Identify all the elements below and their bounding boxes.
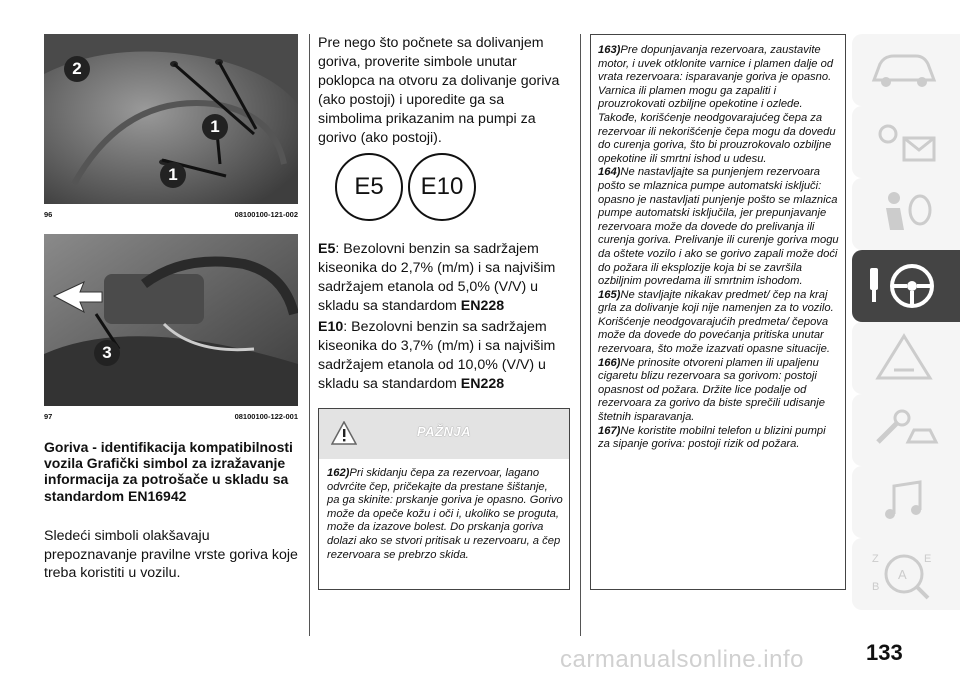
svg-text:Z: Z (872, 553, 879, 565)
warning-item: 165)Ne stavljajte nikakav predmet/ čep na kraj grla za dolivanje koji nije namenjen za to vozilo. Korišćenje neodgovarajućih predmeta/ čepova može da dovede do povećanja pritiska unutar rezervoara, što može izazvati opasne situacije. (598, 288, 834, 356)
figure-97-number: 97 (44, 412, 53, 421)
figure-96-caption (44, 210, 298, 219)
tab-warning-lights[interactable] (852, 106, 960, 178)
wrench-car-icon (864, 402, 944, 458)
figure-96-code: 08100100-121-002 (234, 210, 298, 219)
warning-item: 166)Ne prinosite otvoreni plamen ili upaljenu cigaretu blizu rezervoara sa gorivom: postoji opasnost od požara. Držite lice podalje od rezervoara za gorivo da biste sprečili udisanje štetnih isparavanja. (598, 356, 825, 424)
warning-continuation-body (598, 44, 840, 452)
svg-text:B: B (872, 581, 880, 593)
tab-multimedia[interactable] (852, 466, 960, 538)
warning-item: 163)Pre dopunjavanja rezervoara, zaustavite motor, i uvek otklonite varnice i plamen dalje od vrata rezervoara: isparavanje goriva je opasno. Varnica ili plamen mogu ga zapaliti i prouzrokovati ozbiljne opekotine i ozlede. Takođe, korišćenje neodgovarajućeg čepa za rezervoar ili nekorišćenje čepa mogu da dovedu do curenja goriva, što bi prouzrokovalo ozbiljne opekotine ili smrtni ishod u udesu. (598, 44, 836, 165)
warning-continuation-box (590, 34, 846, 590)
warning-item: 167)Ne koristite mobilni telefon u blizini pumpi za sipanje goriva: postoji rizik od požara. (598, 424, 826, 451)
tab-car[interactable] (852, 34, 960, 106)
symbol-e10: E10 (408, 153, 476, 221)
figure-97-image (44, 234, 298, 406)
key-steering-wheel-icon (864, 258, 944, 314)
tab-maintenance[interactable] (852, 394, 960, 466)
section-heading: Goriva - identifikacija kompatibilnosti vozila Grafički simbol za izražavanje informacija za potrošače u skladu sa standardom EN16942 (44, 439, 293, 504)
warning-header (319, 409, 569, 459)
warning-lights-icon (864, 114, 944, 170)
watermark-text: carmanualsonline.info (560, 646, 804, 673)
e5-description: E5: Bezolovni benzin sa sadržajem kiseonika do 2,7% (m/m) i sa najvišim sadržajem etanola od 5,0% (V/V) u skladu sa standardom EN228 (318, 241, 556, 314)
breakdown-icon (864, 330, 944, 386)
tab-safety[interactable] (852, 178, 960, 250)
warning-item: 164)Ne nastavljajte sa punjenjem rezervoara pošto se mlaznica pumpe automatski isključi: opasno je nastavljati punjenje pošto se mlaznica pumpe automatski isključila, jer prepunjavanje rezervoara može da dovede do prelivanja ili curenja goriva. Prelivanje ili curenje goriva mogu da oštete vozilo i ako se gorivo zapali može doći do požara ili eksplozije koja bi se završila ozbiljnim povredama ili smrtnim ishodom. (598, 166, 839, 288)
warning-box (318, 408, 570, 590)
column-divider-2 (580, 34, 581, 636)
tab-starting-driving[interactable] (852, 250, 960, 322)
warning-title: PAŽNJA (416, 424, 472, 439)
figure-97-caption (44, 412, 298, 421)
callout-1a: 1 (202, 114, 228, 140)
alphabet-index-icon (864, 546, 944, 602)
figure-96-number: 96 (44, 210, 53, 219)
tab-index[interactable] (852, 538, 960, 610)
e10-description: E10: Bezolovni benzin sa sadržajem kiseonika do 3,7% (m/m) i sa najvišim sadržajem etanola od 10,0% (V/V) u skladu sa standardom EN228 (318, 319, 556, 392)
fuel-intro: Pre nego što počnete sa dolivanjem goriva, proverite simbole unutar poklopca na otvoru za dolivanje goriva (ako postoji) i uporedite ga sa simbolima prikazanim na pumpi za gorivo (ako postoji). (318, 35, 560, 146)
symbol-e5: E5 (335, 153, 403, 221)
svg-text:E: E (924, 553, 932, 565)
callout-2: 2 (64, 56, 90, 82)
svg-text:A: A (898, 567, 907, 582)
warning-body (327, 467, 563, 562)
callout-1b: 1 (160, 162, 186, 188)
column-divider-1 (309, 34, 310, 636)
callout-3: 3 (94, 340, 120, 366)
car-icon (864, 42, 944, 98)
section-body: Sledeći simboli olakšavaju prepoznavanje pravilne vrste goriva koje treba koristiti u vozilu. (44, 528, 298, 581)
airbag-seat-icon (864, 186, 944, 242)
tab-emergency[interactable] (852, 322, 960, 394)
page-number: 133 (866, 640, 903, 665)
figure-97-code: 08100100-122-001 (234, 412, 298, 421)
music-icon (864, 474, 944, 530)
warning-item: 162)Pri skidanju čepa za rezervoar, lagano odvrćite čep, pričekajte da prestane šištanje, pa ga skinite: prskanje goriva je opasno. Gorivo može da opeče kožu i oči i, ukoliko se proguta, može da izazove bolest. Do prskanja goriva dolazi ako se stvori pritisak u rezervoaru, a čep rezervoara se prebrzo skida. (327, 467, 563, 561)
